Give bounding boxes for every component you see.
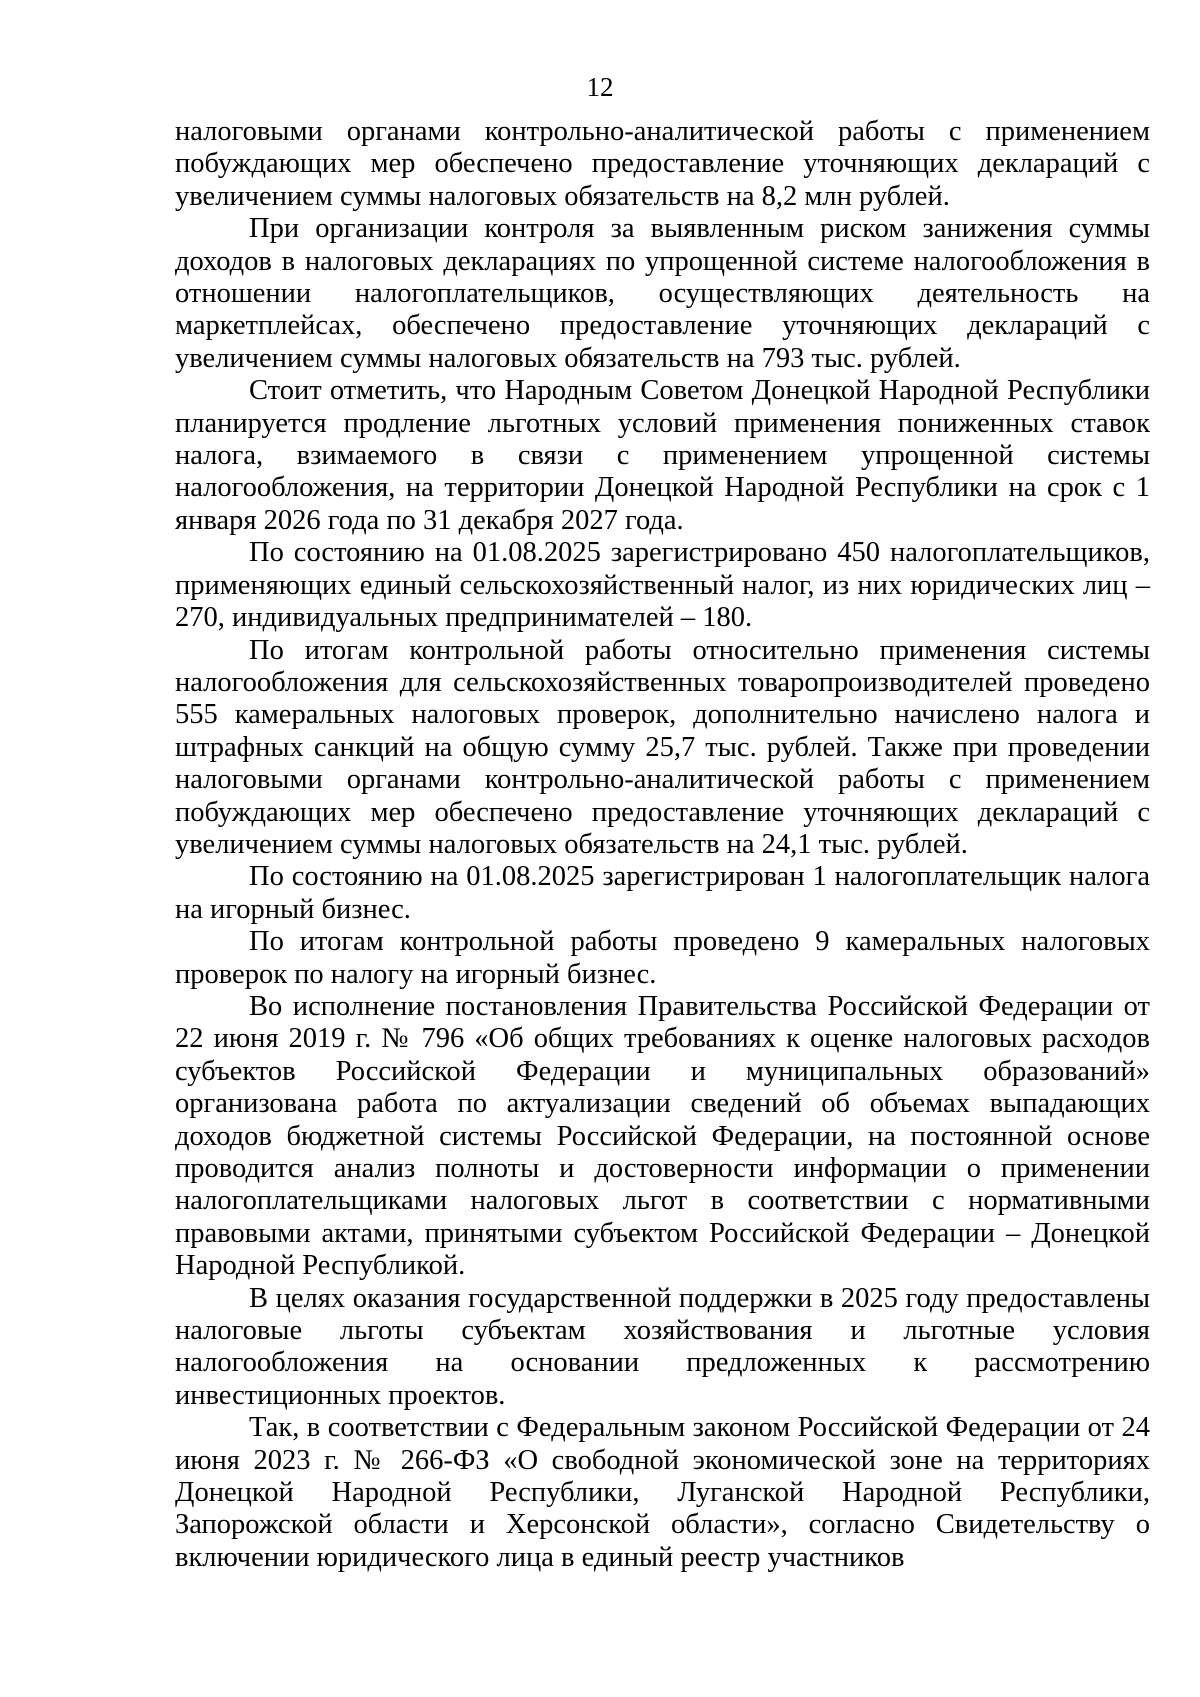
paragraph: По состоянию на 01.08.2025 зарегистрирован 1 налогоплательщик налога на игорный бизнес. bbox=[175, 861, 1150, 925]
document-body bbox=[175, 116, 1150, 1574]
paragraph: Во исполнение постановления Правительства Российской Федерации от 22 июня 2019 г. № 796 «Об общих требованиях к оценке налоговых расходов субъектов Российской Федерации и муниципальных образований» организована работа по актуализации сведений об объемах выпадающих доходов бюджетной системы Российской Федерации, на постоянной основе проводится анализ полноты и достоверности информации о применении налогоплательщиками налоговых льгот в соответствии с нормативными правовыми актами, принятыми субъектом Российской Федерации – Донецкой Народной Республикой. bbox=[175, 990, 1150, 1282]
paragraph: В целях оказания государственной поддержки в 2025 году предоставлены налоговые льготы субъектам хозяйствования и льготные условия налогообложения на основании предложенных к рассмотрению инвестиционных проектов. bbox=[175, 1282, 1150, 1411]
page-number: 12 bbox=[586, 72, 614, 102]
paragraph: Так, в соответствии с Федеральным законом Российской Федерации от 24 июня 2023 г. № 266-ФЗ «О свободной экономической зоне на территориях Донецкой Народной Республики, Луганской Народной Республики, Запорожской области и Херсонской области», согласно Свидетельству о включении юридического лица в единый реестр участников bbox=[175, 1412, 1150, 1573]
paragraph: По состоянию на 01.08.2025 зарегистрировано 450 налогоплательщиков, применяющих единый сельскохозяйственный налог, из них юридических лиц – 270, индивидуальных предпринимателей – 180. bbox=[175, 537, 1150, 634]
paragraph: При организации контроля за выявленным риском занижения суммы доходов в налоговых декларациях по упрощенной системе налогообложения в отношении налогоплательщиков, осуществляющих деятельность на маркетплейсах, обеспечено предоставление уточняющих деклараций с увеличением суммы налоговых обязательств на 793 тыс. рублей. bbox=[175, 213, 1150, 374]
paragraph: По итогам контрольной работы относительно применения системы налогообложения для сельскохозяйственных товаропроизводителей проведено 555 камеральных налоговых проверок, дополнительно начислено налога и штрафных санкций на общую сумму 25,7 тыс. рублей. Также при проведении налоговыми органами контрольно-аналитической работы с применением побуждающих мер обеспечено предоставление уточняющих деклараций с увеличением суммы налоговых обязательств на 24,1 тыс. рублей. bbox=[175, 634, 1150, 860]
paragraph: Стоит отметить, что Народным Советом Донецкой Народной Республики планируется продление льготных условий применения пониженных ставок налога, взимаемого в связи с применением упрощенной системы налогообложения, на территории Донецкой Народной Республики на срок с 1 января 2026 года по 31 декабря 2027 года. bbox=[175, 375, 1150, 536]
paragraph: По итогам контрольной работы проведено 9 камеральных налоговых проверок по налогу на игорный бизнес. bbox=[175, 926, 1150, 990]
paragraph: налоговыми органами контрольно-аналитической работы с применением побуждающих мер обеспечено предоставление уточняющих деклараций с увеличением суммы налоговых обязательств на 8,2 млн рублей. bbox=[175, 116, 1150, 212]
